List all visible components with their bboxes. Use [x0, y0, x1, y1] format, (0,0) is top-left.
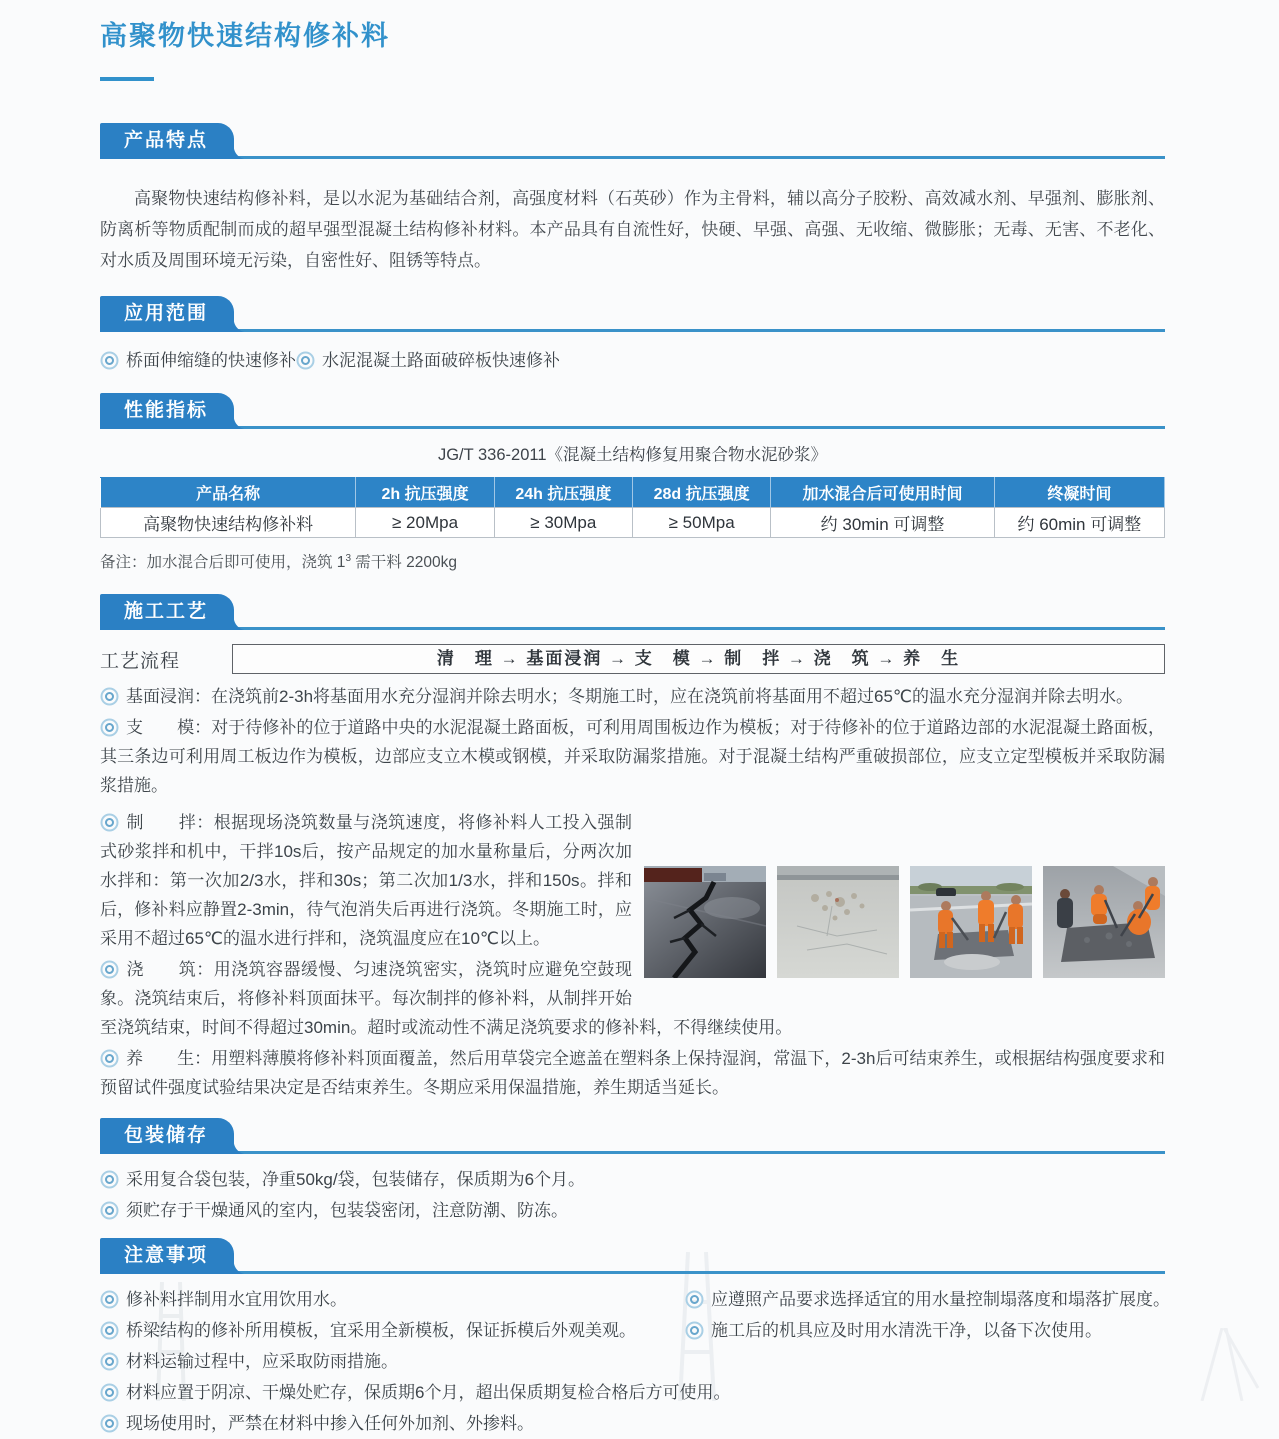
section-tab-application: 应用范围	[100, 296, 234, 332]
storage-item-label: 采用复合袋包装，净重50kg/袋，包装储存，保质期为6个月。	[126, 1170, 586, 1189]
performance-table-header-cell: 28d 抗压强度	[632, 478, 770, 508]
ring-bullet-icon	[105, 1054, 114, 1063]
performance-table-cell: 高聚物快速结构修补料	[101, 508, 356, 538]
section-heading-performance	[100, 393, 1165, 429]
broken-concrete-slab-photo	[777, 866, 899, 978]
ring-bullet-icon	[105, 356, 114, 365]
ring-bullet-icon	[105, 1357, 114, 1366]
performance-table-row	[101, 508, 1165, 538]
notes-right-column	[685, 1284, 1170, 1439]
storage-item	[100, 1164, 1165, 1195]
notes-columns	[100, 1284, 1170, 1439]
ring-bullet-icon	[105, 1388, 114, 1397]
ring-bullet-icon	[690, 1326, 699, 1335]
process-steps-top	[100, 682, 1165, 800]
process-step	[100, 682, 1165, 711]
ring-bullet-icon	[105, 1206, 114, 1215]
storage-item-label: 须贮存于干燥通风的室内，包装袋密闭，注意防潮、防冻。	[126, 1201, 568, 1220]
note-item-label: 材料运输过程中，应采取防雨措施。	[126, 1352, 398, 1371]
ring-bullet-icon	[690, 1295, 699, 1304]
note-superscript: 3	[345, 552, 351, 564]
note-item	[100, 1315, 685, 1346]
section-heading-features	[100, 123, 1165, 159]
section-heading-notes	[100, 1238, 1165, 1274]
datasheet-page	[100, 0, 1170, 1439]
note-item	[100, 1284, 685, 1315]
ring-bullet-icon	[105, 1175, 114, 1184]
process-step-text: 基面浸润：在浇筑前2-3h将基面用水充分湿润并除去明水；冬期施工时，应在浇筑前将基面用不超过65℃的温水充分湿润并除去明水。	[126, 687, 1134, 706]
note-item-label: 应遵照产品要求选择适宜的用水量控制塌落度和塌落扩展度。	[711, 1290, 1170, 1309]
standard-reference: JG/T 336-2011《混凝土结构修复用聚合物水泥砂浆》	[437, 446, 828, 464]
ring-bullet-icon	[105, 1326, 114, 1335]
section-tab-storage: 包装储存	[100, 1118, 234, 1154]
page-title: 高聚物快速结构修补料	[100, 21, 390, 51]
performance-table-header-cell: 24h 抗压强度	[494, 478, 632, 508]
table-note: 备注：加水混合后即可使用，浇筑 $1^3$ 需干料 2200kg	[100, 552, 457, 571]
section-tab-performance: 性能指标	[100, 393, 234, 429]
road-repair-workers-photo	[910, 866, 1032, 978]
performance-table-cell: 约 60min 可调整	[994, 508, 1164, 538]
note-item	[100, 1408, 685, 1439]
process-flow-label: 工艺流程	[100, 650, 181, 672]
application-item	[296, 346, 560, 371]
process-step-text: 浇 筑：用浇筑容器缓慢、匀速浇筑密实，浇筑时应避免空鼓现象。浇筑结束后，将修补料顶面抹平。每次制拌的修补料，从制拌开始至浇筑结束，时间不得超过30min。超时或流动性不满足浇筑要求的修补料，不得继续使用。	[100, 960, 793, 1037]
concrete-pouring-workers-photo	[1043, 866, 1165, 978]
section-tab-notes: 注意事项	[100, 1238, 234, 1274]
application-item-label: 桥面伸缩缝的快速修补	[126, 351, 296, 370]
ring-bullet-icon	[301, 356, 310, 365]
section-heading-process	[100, 594, 1165, 630]
process-step	[100, 713, 1165, 800]
note-item-label: 施工后的机具应及时用水清洗干净，以备下次使用。	[711, 1321, 1102, 1340]
ring-bullet-icon	[105, 723, 114, 732]
process-steps-wrap	[100, 808, 1165, 1102]
ring-bullet-icon	[105, 818, 114, 827]
note-item-label: 材料应置于阴凉、干燥处贮存，保质期6个月，超出保质期复检合格后方可使用。	[126, 1383, 731, 1402]
note-item	[685, 1284, 1170, 1315]
site-photo-strip	[644, 866, 1165, 978]
ring-bullet-icon	[105, 1419, 114, 1428]
performance-table-header-cell: 2h 抗压强度	[356, 478, 494, 508]
storage-items	[100, 1164, 1165, 1226]
note-item-label: 桥梁结构的修补所用模板，宜采用全新模板，保证拆模后外观美观。	[126, 1321, 636, 1340]
section-tab-features: 产品特点	[100, 123, 234, 159]
performance-table-cell: ≥ 50Mpa	[632, 508, 770, 538]
storage-item	[100, 1195, 1165, 1226]
performance-table	[100, 477, 1165, 538]
process-flow-row	[100, 644, 1165, 674]
cable-watermark	[1192, 1328, 1262, 1406]
title-underline	[100, 77, 154, 81]
section-tab-process: 施工工艺	[100, 594, 234, 630]
note-item	[100, 1346, 685, 1377]
performance-table-header-cell: 终凝时间	[994, 478, 1164, 508]
performance-table-header-cell: 产品名称	[101, 478, 356, 508]
note-item	[100, 1377, 731, 1408]
process-step-text: 制 拌：根据现场浇筑数量与浇筑速度，将修补料人工投入强制式砂浆拌和机中，干拌10s后，按产品规定的加水量称量后，分两次加水拌和：第一次加2/3水，拌和30s；第二次加1/3水，拌和150s。拌和后，修补料应静置2-3min，待气泡消失后再进行浇筑。冬期施工时，应采用不超过65℃的温水进行拌和，浇筑温度应在10℃以上。	[100, 813, 632, 948]
process-step	[100, 1044, 1165, 1102]
application-item-label: 水泥混凝土路面破碎板快速修补	[322, 351, 560, 370]
application-items	[100, 346, 1165, 371]
notes-left-column	[100, 1284, 731, 1439]
performance-table-cell: ≥ 30Mpa	[494, 508, 632, 538]
ring-bullet-icon	[105, 692, 114, 701]
features-paragraph: 高聚物快速结构修补料，是以水泥为基础结合剂，高强度材料（石英砂）作为主骨料，辅以高分子胶粉、高效减水剂、早强剂、膨胀剂、防离析等物质配制而成的超早强型混凝土结构修补材料。本产品具有自流性好，快硬、早强、高强、无收缩、微膨胀；无毒、无害、不老化、对水质及周围环境无污染，自密性好、阻锈等特点。	[100, 189, 1165, 270]
application-item	[100, 346, 296, 371]
ring-bullet-icon	[105, 965, 114, 974]
ring-bullet-icon	[105, 1295, 114, 1304]
section-heading-application	[100, 296, 1165, 332]
performance-table-header-row	[101, 478, 1165, 508]
performance-table-header-cell: 加水混合后可使用时间	[771, 478, 994, 508]
process-step-text: 养 生：用塑料薄膜将修补料顶面覆盖，然后用草袋完全遮盖在塑料条上保持湿润，常温下，2-3h后可结束养生，或根据结构强度要求和预留试件强度试验结果决定是否结束养生。冬期应采用保温措施，养生期适当延长。	[100, 1049, 1165, 1097]
note-item-label: 修补料拌制用水宜用饮用水。	[126, 1290, 347, 1309]
performance-table-cell: 约 30min 可调整	[771, 508, 994, 538]
note-item-label: 现场使用时，严禁在材料中掺入任何外加剂、外掺料。	[126, 1414, 534, 1433]
section-heading-storage	[100, 1118, 1165, 1154]
process-step-text: 支 模：对于待修补的位于道路中央的水泥混凝土路面板，可利用周围板边作为模板；对于待修补的位于道路边部的水泥混凝土路面板，其三条边可利用周工板边作为模板，边部应支立木模或钢模，并采取防漏浆措施。对于混凝土结构严重破损部位，应支立定型模板并采取防漏浆措施。	[100, 718, 1165, 795]
cracked-concrete-pavement-photo	[644, 866, 766, 978]
note-item	[685, 1315, 1170, 1346]
performance-table-cell: ≥ 20Mpa	[356, 508, 494, 538]
process-flow-box: 清 理 → 基面浸润 → 支 模 → 制 拌 → 浇 筑 → 养 生	[232, 644, 1165, 674]
